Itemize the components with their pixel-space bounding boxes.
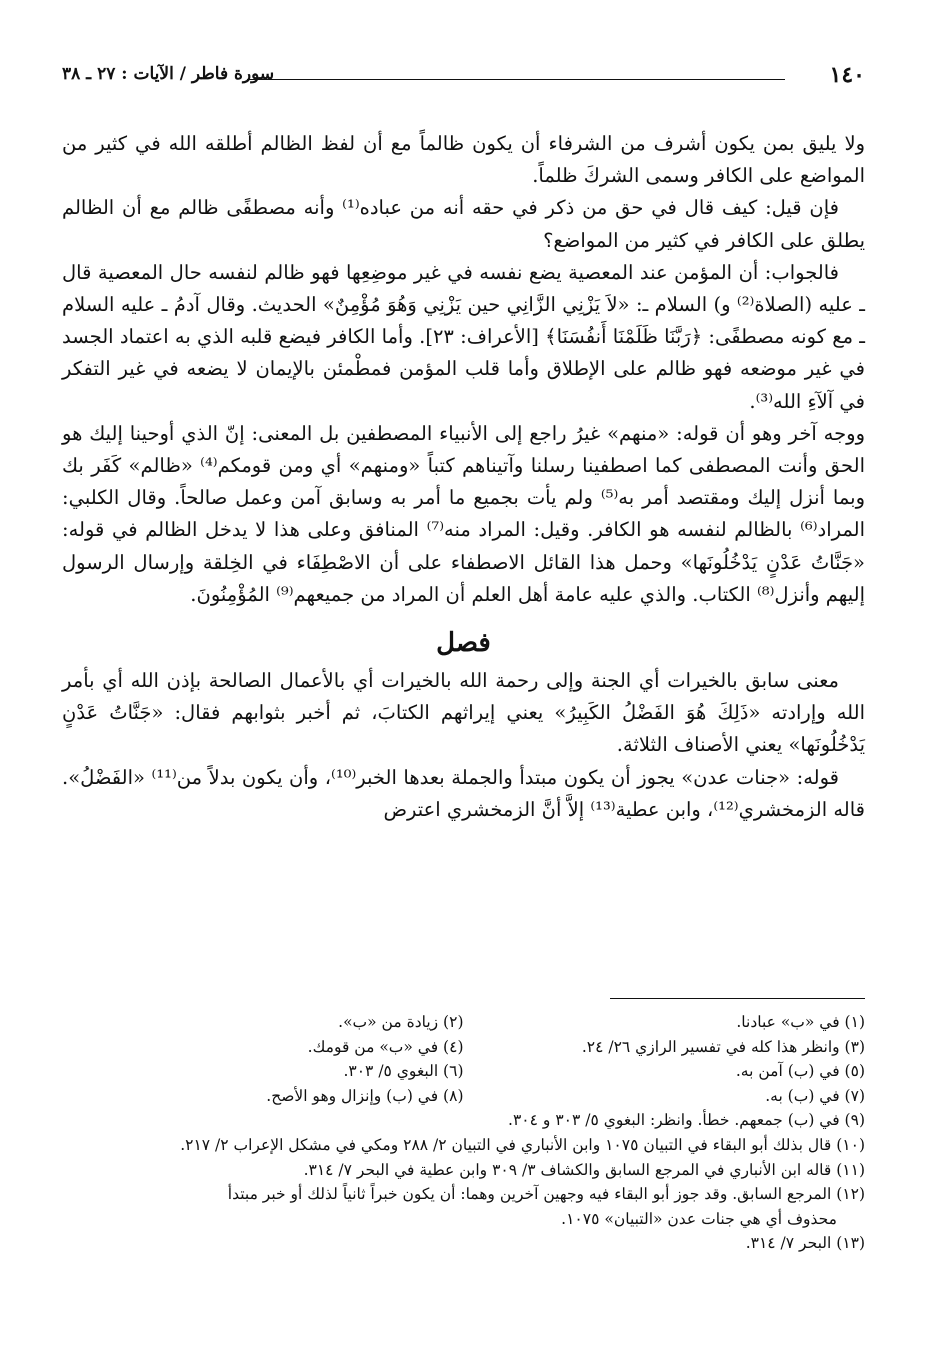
paragraph: فإن قيل: كيف قال في حق من ذكر في حقه أنه من عباده⁽¹⁾ وأنه مصطفًى ظالم مع أن الظالم يطلق على الكافر في كثير من المواضع؟ <box>62 196 865 252</box>
footnotes <box>62 1010 865 1256</box>
main-text <box>62 128 865 826</box>
footnote: (٦) البغوي ٥/ ٣٠٣. <box>343 1062 464 1081</box>
footnote-row <box>62 1059 865 1084</box>
footnote: (١٢) المرجع السابق. وقد جوز أبو البقاء فيه وجهين آخرين وهما: أن يكون خبراً ثانياً لذلك أو خبر مبتدأ <box>227 1185 865 1204</box>
paragraph: ولا يليق بمن يكون أشرف من الشرفاء أن يكون ظالماً مع أن لفظ الظالم أطلقه الله في كثير من المواضع على الكافر وسمى الشركَ ظلماً. <box>62 132 865 188</box>
footnote-continuation: محذوف أي هي جنات عدن «التبيان» ١٠٧٥. <box>561 1209 837 1228</box>
footnote: (٥) في (ب) آمن به. <box>735 1062 865 1081</box>
footnote: (٤) في «ب» من قومك. <box>307 1037 464 1056</box>
footnote: (١) في «ب» عبادنا. <box>736 1013 865 1031</box>
paragraph: فالجواب: أن المؤمن عند المعصية يضع نفسه في غير موضِعِها فهو ظالم لنفسه حال المعصية قال ـ عليه (الصلاة⁽²⁾ و) السلام ـ: «لاَ يَزْنِي الزَّانِي حين يَزْنِي وَهُوَ مُؤْمِنٌ» الحديث. وقال آدمُ ـ عليه السلام ـ مع كونه مصطفًى: ﴿رَبَّنَا ظَلَمْنَا أَنفُسَنَا﴾ [الأعراف: ٢٣]. وأما الكافر فيضع قلبه الذي به اعتماد الجسد في غير موضعه فهو ظالم على الإطلاق وأما قلب المؤمن فمطْمئن بالإيمان لا يضعه في غير التفكر في آلآءِ الله⁽³⁾. <box>62 260 865 413</box>
running-header <box>62 62 865 90</box>
header-rule <box>247 79 785 80</box>
section-heading: فصل <box>436 628 491 659</box>
footnote: (٢) زيادة من «ب». <box>338 1013 464 1031</box>
footnote: (٩) في (ب) جمعهم. خطأ. وانظر: البغوي ٥/ ٣٠٣ و ٣٠٤. <box>508 1111 865 1130</box>
footnote-separator <box>610 998 865 999</box>
footnote-row <box>62 1084 865 1109</box>
surah-title: سورة فاطر / الآيات : ٢٧ ـ ٣٨ <box>62 64 275 84</box>
footnote-row <box>62 1010 865 1035</box>
page-number: ١٤٠ <box>829 62 865 88</box>
footnote: (١٣) البحر ٧/ ٣١٤. <box>745 1234 865 1253</box>
footnote: (٣) وانظر هذا كله في تفسير الرازي ٢٦/ ٢٤. <box>581 1037 865 1056</box>
footnote: (١٠) قال بذلك أبو البقاء في التبيان ١٠٧٥ وابن الأنباري في التبيان ٢/ ٢٨٨ ومكي في مشكل الإعراب ٢/ ٢١٧. <box>180 1135 865 1154</box>
footnote: (١١) قاله ابن الأنباري في المرجع السابق والكشاف ٣/ ٣٠٩ وابن عطية في البحر ٧/ ٣١٤. <box>303 1160 865 1179</box>
paragraph: قوله: «جنات عدن» يجوز أن يكون مبتدأ والجملة بعدها الخبر⁽¹⁰⁾، وأن يكون بدلاً من⁽¹¹⁾ «الفَضْلُ». قاله الزمخشري⁽¹²⁾، وابن عطية⁽¹³⁾ إلاَّ أنَّ الزمخشري اعترض <box>62 765 865 821</box>
paragraph: ووجه آخر وهو أن قوله: «منهم» غيرُ راجع إلى الأنبياء المصطفين بل المعنى: إنّ الذي أوحينا إليك هو الحق وأنت المصطفى كما اصطفينا رسلنا وآتيناهم كتباً «ومنهم» أي ومن قومكم⁽⁴⁾ «ظالم» كَفَر بك وبما أنزل إليك ومقتصد أمر به⁽⁵⁾ ولم يأت بجميع ما أمر به وسابق آمن وعمل صالحاً. وقال الكلبي: المراد⁽⁶⁾ بالظالم لنفسه هو الكافر. وقيل: المراد منه⁽⁷⁾ المنافق وعلى هذا لا يدخل الظالم في قوله: «جَنَّاتُ عَدْنٍ يَدْخُلُونَها» وحمل هذا القائل الاصطفاء على أن الاصْطِفَاء في الخِلقة وإرسال الرسول إليهم وأنزل⁽⁸⁾ الكتاب. والذي عليه عامة أهل العلم أن المراد من جميعهم⁽⁹⁾ المُؤْمِنُونَ. <box>62 421 866 606</box>
paragraph: معنى سابق بالخيرات أي الجنة وإلى رحمة الله بالخيرات أي بالأعمال الصالحة بإذن الله أي بأمر الله وإرادته «ذَلِكَ هُوَ الفَضْلُ الكَبِيرُ» يعني إيراثهم الكتابَ، ثم أخبر بثوابهم فقال: «جَنَّاتُ عَدْنٍ يَدْخُلُونَها» يعني الأصناف الثلاثة. <box>62 669 865 757</box>
footnote: (٨) في (ب) وإنزال وهو الأصح. <box>266 1086 464 1105</box>
footnote: (٧) في (ب) به. <box>765 1086 865 1105</box>
footnote-row <box>62 1035 865 1060</box>
